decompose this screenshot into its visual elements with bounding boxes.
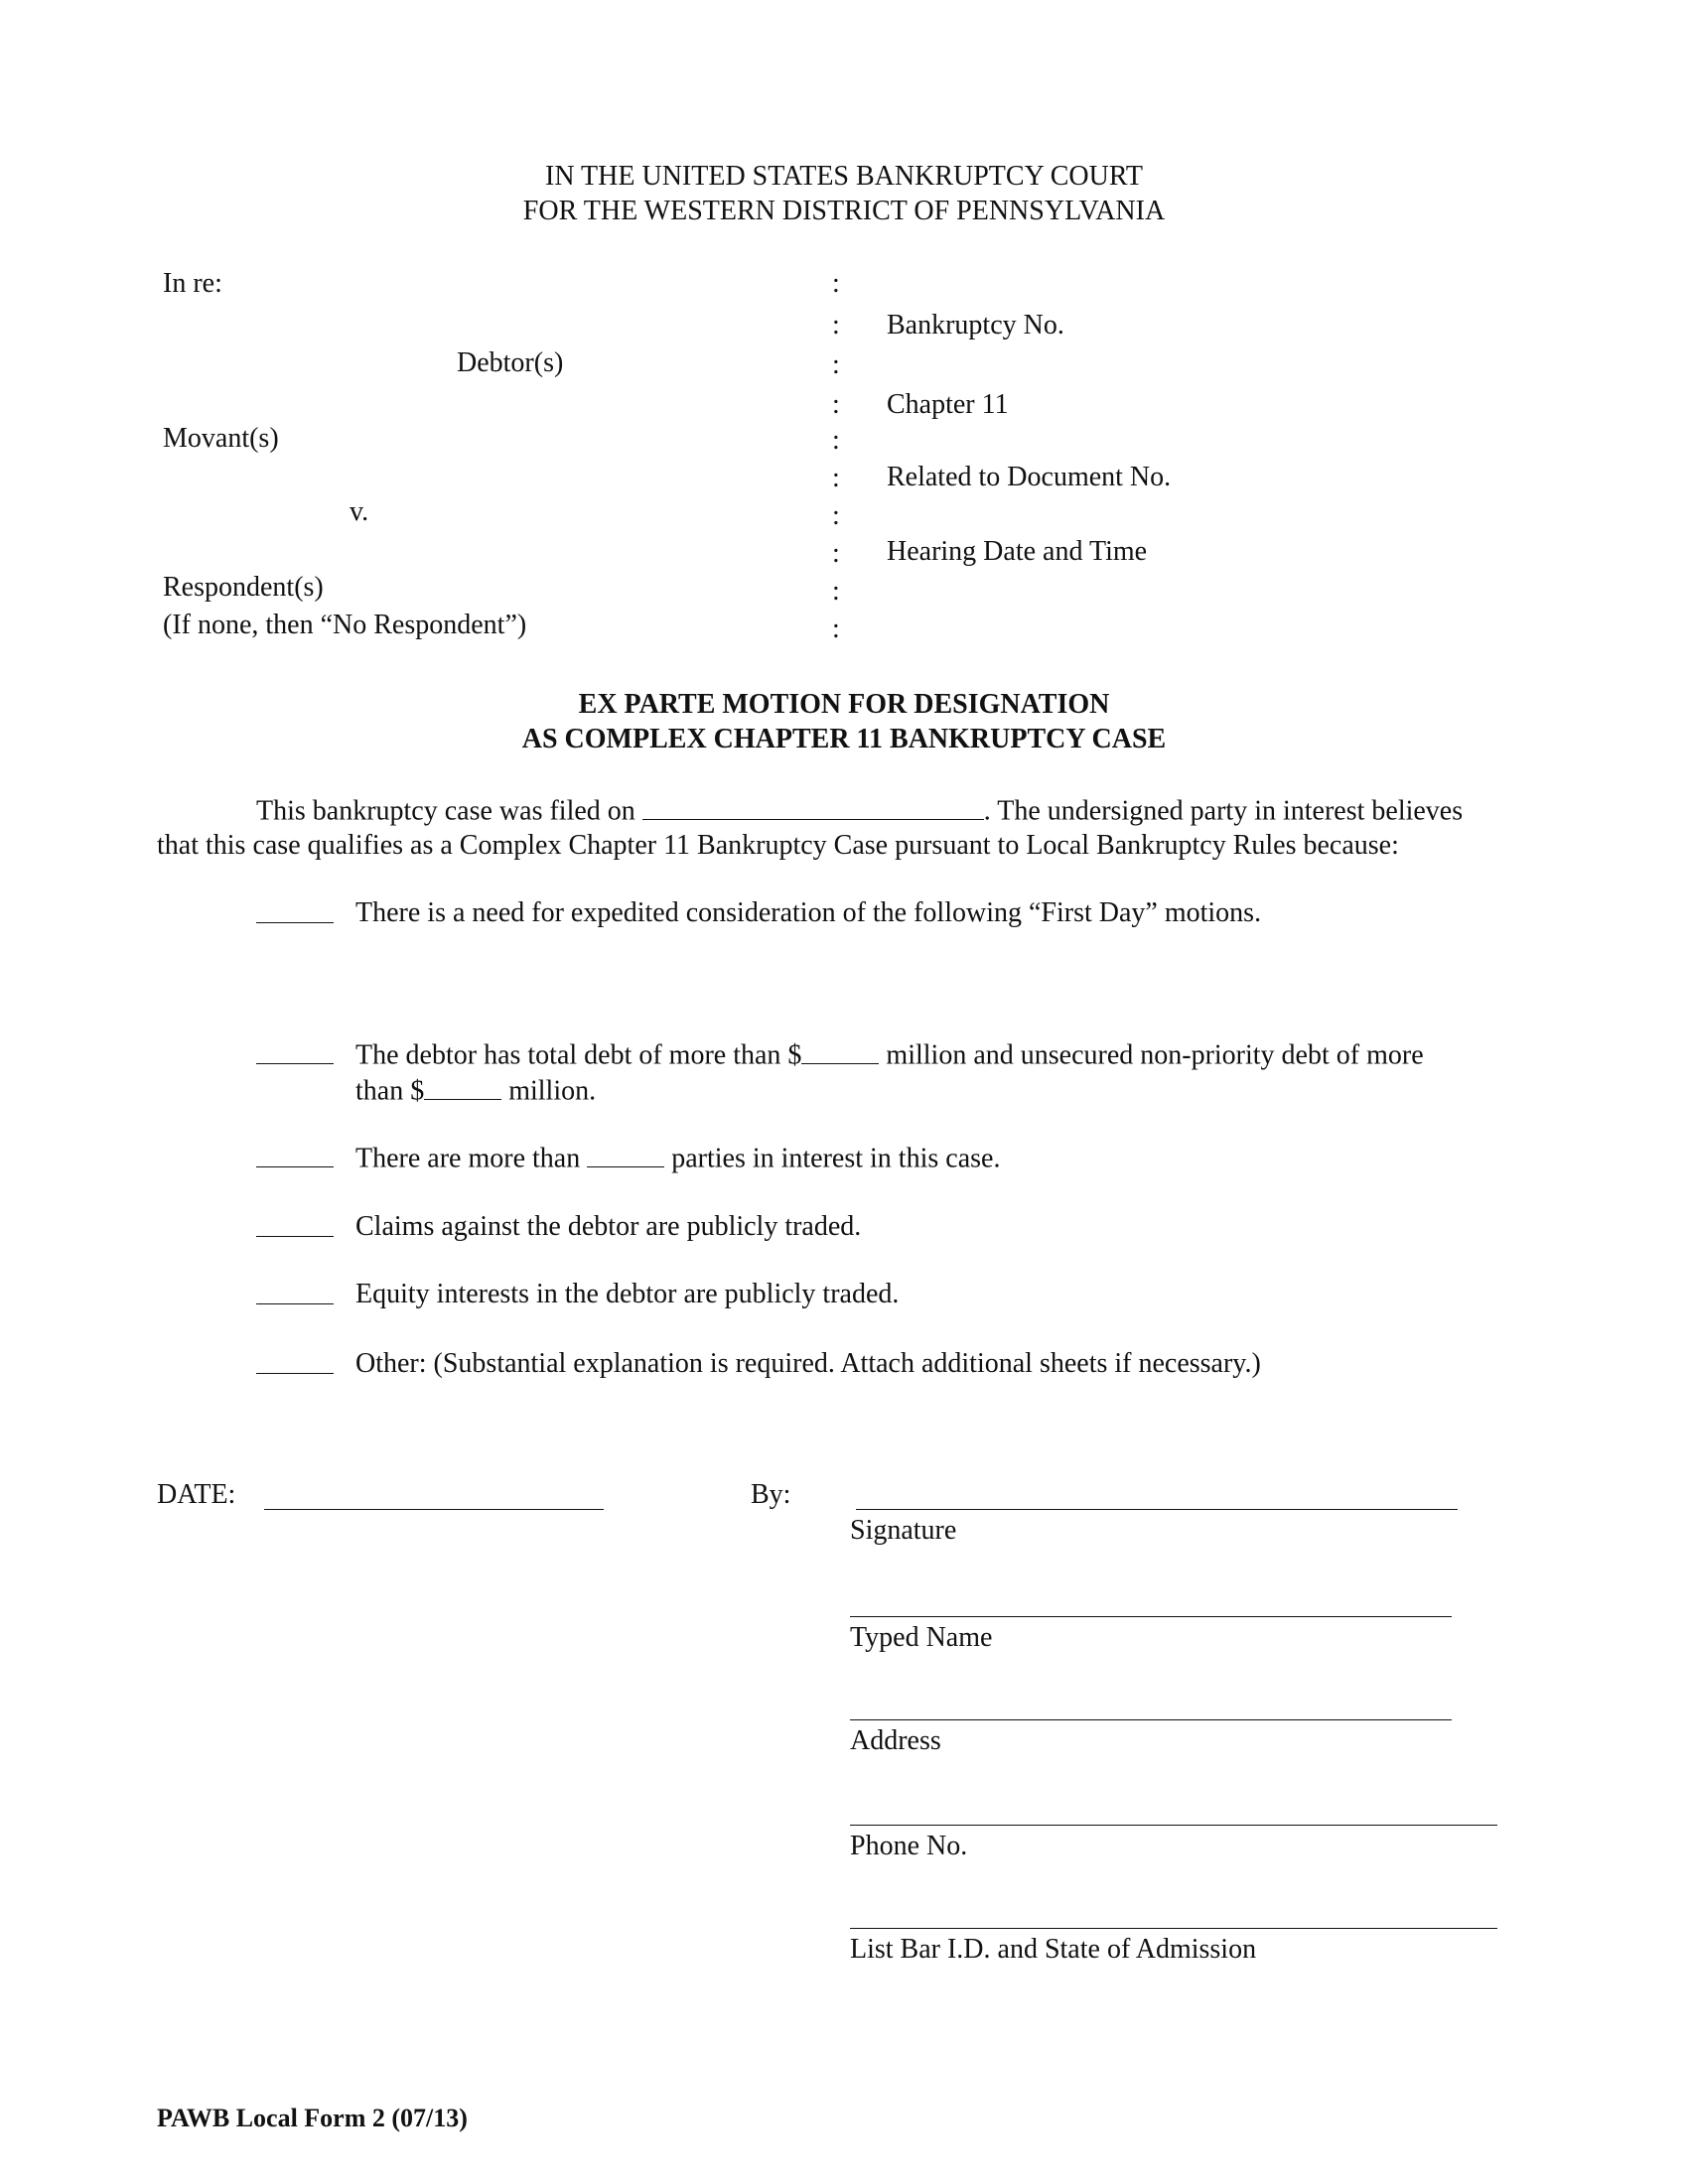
debt-text-c: than $: [355, 1075, 425, 1107]
bar-id-caption: List Bar I.D. and State of Admission: [850, 1934, 1257, 1965]
caption-colon: :: [832, 538, 840, 569]
equity-check-blank[interactable]: [256, 1277, 334, 1304]
caption-colon: :: [832, 576, 840, 607]
debt-text-a: The debtor has total debt of more than $: [355, 1039, 802, 1071]
total-debt-blank[interactable]: [801, 1036, 879, 1064]
court-line-2: FOR THE WESTERN DISTRICT OF PENNSYLVANIA: [522, 196, 1166, 226]
caption-colon: :: [832, 389, 840, 420]
claims-check-blank[interactable]: [256, 1209, 334, 1237]
equity-text: Equity interests in the debtor are publicly traded.: [355, 1279, 900, 1309]
caption-colon: :: [832, 425, 840, 456]
caption-colon: :: [832, 349, 840, 380]
intro-text-2: . The undersigned party in interest believes: [983, 795, 1464, 827]
typed-name-caption: Typed Name: [850, 1622, 993, 1653]
caption-colon: :: [832, 614, 840, 644]
versus-label: v.: [350, 496, 369, 527]
related-document-label: Related to Document No.: [887, 462, 1172, 492]
parties-check-blank[interactable]: [256, 1140, 334, 1167]
parties-text-b: parties in interest in this case.: [664, 1143, 1001, 1174]
first-day-check-blank[interactable]: [256, 895, 334, 923]
intro-text-1: This bankruptcy case was filed on: [256, 795, 635, 827]
caption-colon: :: [832, 463, 840, 493]
signature-line[interactable]: [856, 1509, 1458, 1510]
address-line[interactable]: [850, 1719, 1452, 1720]
address-caption: Address: [850, 1725, 941, 1756]
chapter-label: Chapter 11: [887, 389, 1009, 420]
phone-caption: Phone No.: [850, 1831, 968, 1861]
date-line[interactable]: [264, 1509, 604, 1510]
filing-date-blank[interactable]: [642, 792, 984, 820]
debt-check-blank[interactable]: [256, 1036, 334, 1064]
in-re-label: In re:: [163, 268, 222, 299]
title-line-1: EX PARTE MOTION FOR DESIGNATION: [578, 689, 1110, 720]
caption-colon: :: [832, 268, 840, 299]
typed-name-line[interactable]: [850, 1616, 1452, 1617]
movants-label: Movant(s): [163, 423, 279, 454]
date-label: DATE:: [157, 1479, 236, 1510]
document-title: [0, 687, 1688, 756]
by-label: By:: [751, 1479, 791, 1510]
debt-text-b: million and unsecured non-priority debt of more: [879, 1039, 1424, 1071]
respondents-note: (If none, then “No Respondent”): [163, 610, 527, 640]
intro-line-1: [256, 792, 1463, 829]
caption-colon: :: [832, 500, 840, 531]
claims-text: Claims against the debtor are publicly traded.: [355, 1211, 862, 1242]
debtors-label: Debtor(s): [457, 347, 564, 378]
parties-text-a: There are more than: [355, 1143, 588, 1174]
hearing-date-label: Hearing Date and Time: [887, 536, 1148, 567]
respondents-label: Respondent(s): [163, 572, 324, 603]
debt-text-line-2: [355, 1072, 596, 1109]
phone-line[interactable]: [850, 1825, 1497, 1826]
other-check-blank[interactable]: [256, 1346, 334, 1374]
court-heading: [0, 159, 1688, 228]
debt-text-line-1: [355, 1036, 1424, 1073]
signature-caption: Signature: [850, 1515, 957, 1546]
first-day-text: There is a need for expedited consideration of the following “First Day” motions.: [355, 897, 1262, 928]
title-line-2: AS COMPLEX CHAPTER 11 BANKRUPTCY CASE: [521, 724, 1167, 754]
debt-text-d: million.: [501, 1075, 597, 1107]
bar-id-line[interactable]: [850, 1928, 1497, 1929]
unsecured-debt-blank[interactable]: [424, 1072, 501, 1100]
parties-text: [355, 1140, 1000, 1176]
bankruptcy-no-label: Bankruptcy No.: [887, 310, 1064, 341]
form-footer: PAWB Local Form 2 (07/13): [157, 2104, 468, 2132]
other-text: Other: (Substantial explanation is required. Attach additional sheets if necessary.): [355, 1348, 1261, 1379]
parties-count-blank[interactable]: [587, 1140, 664, 1167]
caption-colon: :: [832, 310, 840, 341]
intro-line-2: that this case qualifies as a Complex Chapter 11 Bankruptcy Case pursuant to Local Bankruptcy Rules because:: [157, 830, 1399, 861]
court-line-1: IN THE UNITED STATES BANKRUPTCY COURT: [545, 161, 1143, 192]
